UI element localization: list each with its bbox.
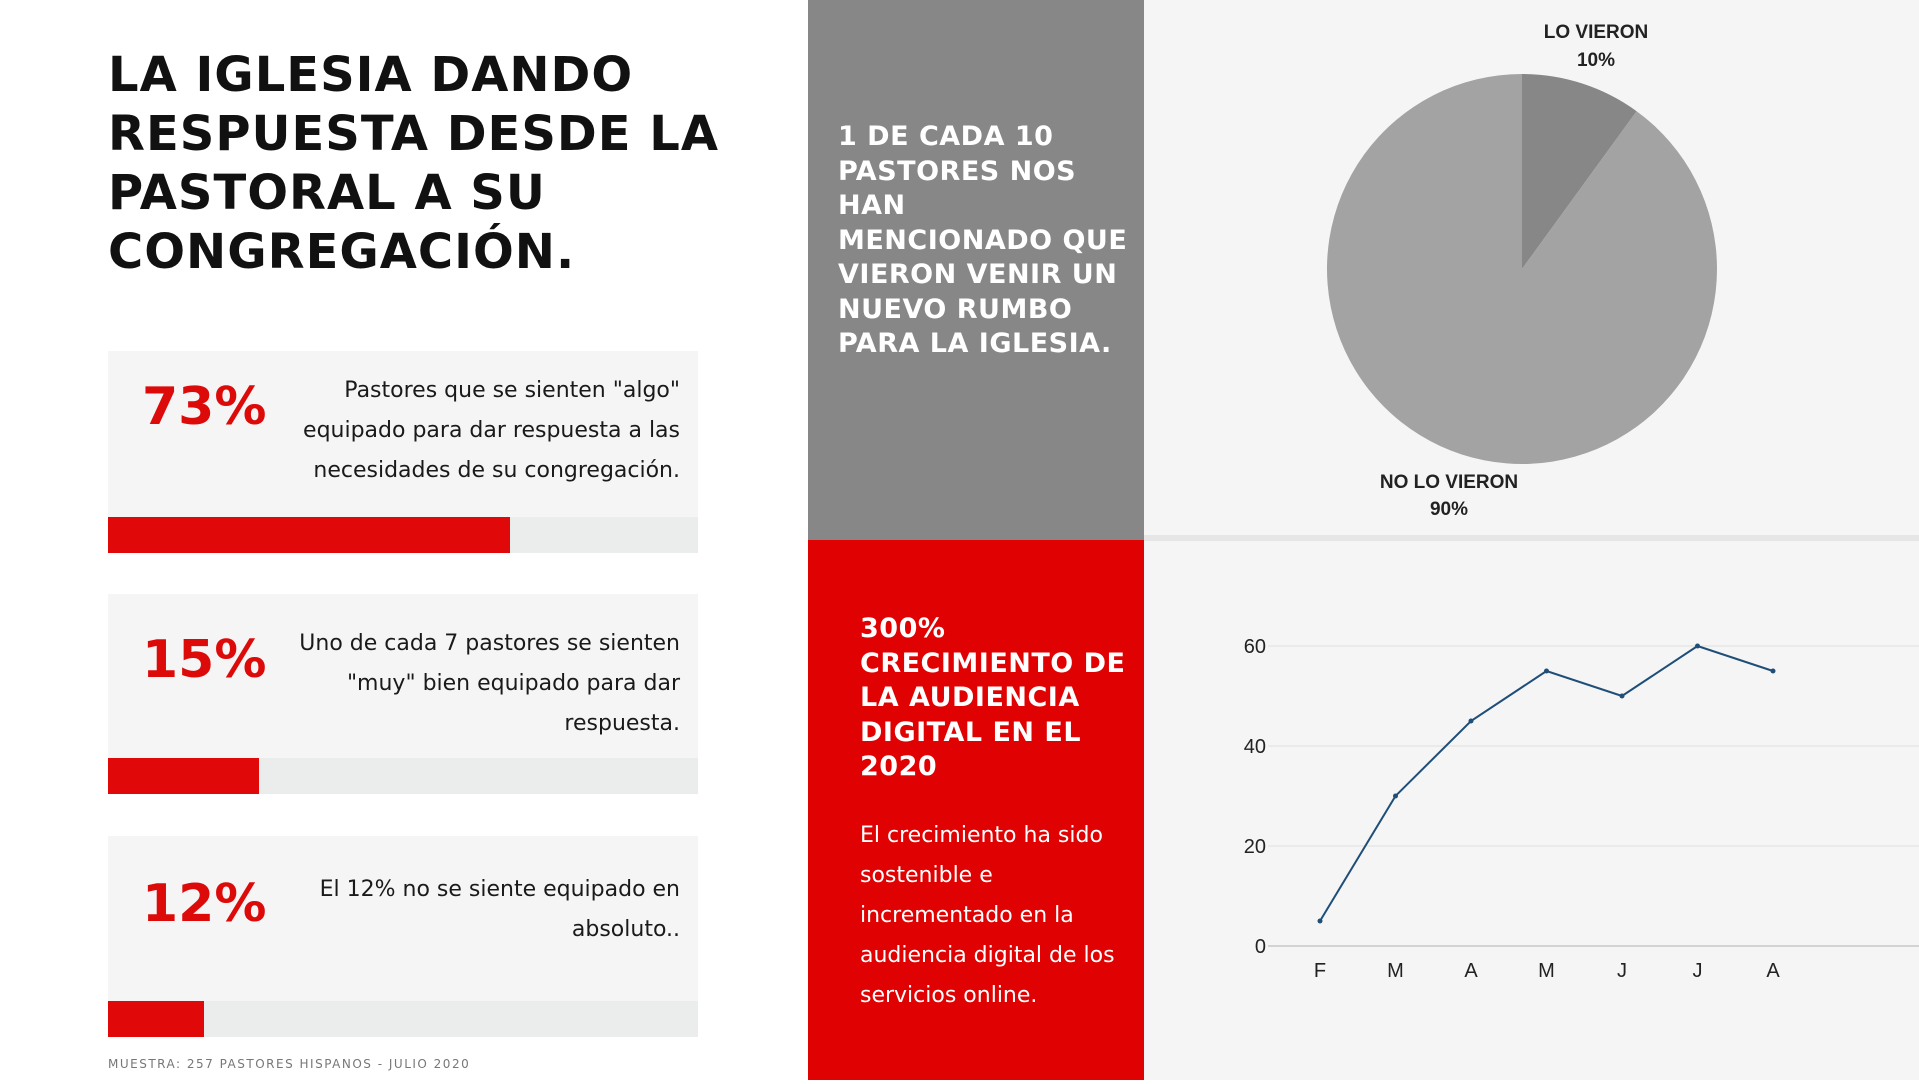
x-tick-label: F xyxy=(1313,960,1327,982)
y-tick-label: 40 xyxy=(1243,736,1266,758)
line-point xyxy=(1393,794,1398,799)
y-tick-label: 60 xyxy=(1243,636,1266,658)
stat-bar-fill xyxy=(108,517,510,553)
pie-value-label: 90% xyxy=(1429,499,1469,520)
stat-bar-fill xyxy=(108,1001,204,1037)
digital-growth-panel xyxy=(808,540,1144,1080)
sample-footnote: MUESTRA: 257 PASTORES HISPANOS - JULIO 2020 xyxy=(108,1057,471,1071)
y-tick-label: 0 xyxy=(1254,936,1266,958)
stat-bar-fill xyxy=(108,758,259,794)
line-point xyxy=(1469,719,1474,724)
x-tick-label: M xyxy=(1538,960,1555,982)
stat-percentage: 73% xyxy=(142,377,267,437)
stat-percentage: 15% xyxy=(142,630,267,690)
line-chart-panel xyxy=(1144,541,1919,1080)
line-series xyxy=(1320,646,1773,921)
digital-growth-body: El crecimiento ha sido sostenible e incrementado en la audiencia digital de los servicios online. xyxy=(860,823,1115,1008)
line-point xyxy=(1544,669,1549,674)
stat-card-muy-equipado xyxy=(108,594,698,794)
pie-slice-no-lo-vieron xyxy=(1327,74,1717,464)
stat-card-algo-equipado xyxy=(108,351,698,553)
pastors-insight-panel xyxy=(808,0,1144,540)
line-point xyxy=(1695,644,1700,649)
pie-chart xyxy=(1144,0,1919,535)
pie-chart-panel xyxy=(1144,0,1919,535)
stat-percentage: 12% xyxy=(142,874,267,934)
stat-description: Uno de cada 7 pastores se sienten "muy" bien equipado para dar respuesta. xyxy=(299,631,680,736)
stat-bar-track xyxy=(108,517,698,553)
line-point xyxy=(1771,669,1776,674)
digital-growth-title: 300% CRECIMIENTO DE LA AUDIENCIA DIGITAL EN EL 2020 xyxy=(860,613,1126,782)
stat-description: Pastores que se sienten "algo" equipado para dar respuesta a las necesidades de su congregación. xyxy=(303,378,680,483)
page-title: LA IGLESIA DANDO RESPUESTA DESDE LA PASTORAL A SU CONGREGACIÓN. xyxy=(108,47,719,280)
x-tick-label: A xyxy=(1464,960,1478,982)
stat-bar-track xyxy=(108,758,698,794)
pastors-insight-text: 1 DE CADA 10 PASTORES NOS HAN MENCIONADO QUE VIERON VENIR UN NUEVO RUMBO PARA LA IGLESIA. xyxy=(838,121,1128,359)
line-chart xyxy=(1144,541,1919,1080)
x-tick-label: M xyxy=(1387,960,1404,982)
y-tick-label: 20 xyxy=(1243,836,1266,858)
pie-label: NO LO VIERON xyxy=(1379,472,1519,493)
x-tick-label: J xyxy=(1617,960,1627,982)
stat-card-no-equipado xyxy=(108,836,698,1037)
x-tick-label: J xyxy=(1692,960,1703,982)
stat-description: El 12% no se siente equipado en absoluto.. xyxy=(319,877,680,942)
x-tick-label: A xyxy=(1766,960,1780,982)
line-point xyxy=(1318,919,1323,924)
stat-bar-track xyxy=(108,1001,698,1037)
pie-value-label: 10% xyxy=(1576,50,1616,71)
line-point xyxy=(1620,694,1625,699)
pie-label: LO VIERON xyxy=(1543,22,1649,43)
